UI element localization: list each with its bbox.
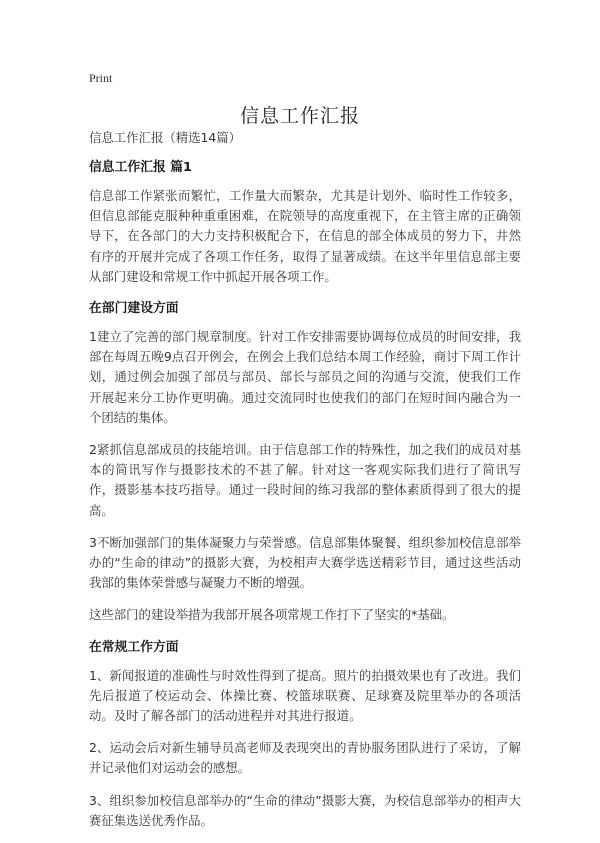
paragraph-interviews: 2、运动会后对新生辅导员高老师及表现突出的青协服务团队进行了采访，了解并记录他们对运动会的感想。 <box>89 740 521 776</box>
paragraph-news-reporting: 1、新闻报道的准确性与时效性得到了提高。照片的拍摄效果也有了改进。我们先后报道了校运动会、体操比赛、校篮球联赛、足球赛及院里举办的各项活动。及时了解各部门的活动进程并对其进行报道。 <box>89 667 521 724</box>
document-body <box>89 128 521 843</box>
section-heading-report-1: 信息工作汇报 篇1 <box>89 160 192 175</box>
paragraph-photo-contest: 3、组织参加校信息部举办的“生命的律动”摄影大赛，为校信息部举办的相声大赛征集选送优秀作品。 <box>89 792 521 828</box>
paragraph-cohesion: 3不断加强部门的集体凝聚力与荣誉感。信息部集体聚餐、组织参加校信息部举办的“生命的律动”的摄影大赛，为校相声大赛学选送精彩节目，通过这些活动我部的集体荣誉感与凝聚力不断的增强。 <box>89 534 521 591</box>
paragraph-training: 2紧抓信息部成员的技能培训。由于信息部工作的特殊性，加之我们的成员对基本的简讯写作与摄影技术的不甚了解。针对这一客观实际我们进行了简讯写作，摄影基本技巧指导。通过一段时间的练习我部的整体素质得到了很大的提高。 <box>89 442 521 518</box>
paragraph-rules: 1建立了完善的部门规章制度。针对工作安排需要协调每位成员的时间安排，我部在每周五晚9点召开例会，在例会上我们总结本周工作经验，商讨下周工作计划，通过例会加强了部员与部员、部长与部员之间的沟通与交流，使我们工作开展起来分工协作更明确。通过交流同时也使我们的部门在短时间内融合为一个团结的集体。 <box>89 329 521 425</box>
document-subtitle: 信息工作汇报（精选14篇） <box>89 130 242 145</box>
section-heading-department-building: 在部门建设方面 <box>89 301 179 317</box>
section-heading-routine-work: 在常规工作方面 <box>89 639 179 655</box>
page-title: 信息工作汇报 <box>239 105 360 127</box>
paragraph-foundation: 这些部门的建设举措为我部开展各项常规工作打下了坚实的*基础。 <box>89 607 455 623</box>
print-link[interactable]: Print <box>89 71 113 85</box>
paragraph-intro: 信息部工作紧张而繁忙，工作量大而繁杂，尤其是计划外、临时性工作较多，但信息部能克服种种重重困难，在院领导的高度重视下，在主管主席的正确领导下，在各部门的大力支持积极配合下，在信息的部全体成员的努力下，井然有序的开展并完成了各项工作任务，取得了显著成绩。在这半年里信息部主要从部门建设和常规工作中抓起开展各项工作。 <box>89 188 521 284</box>
